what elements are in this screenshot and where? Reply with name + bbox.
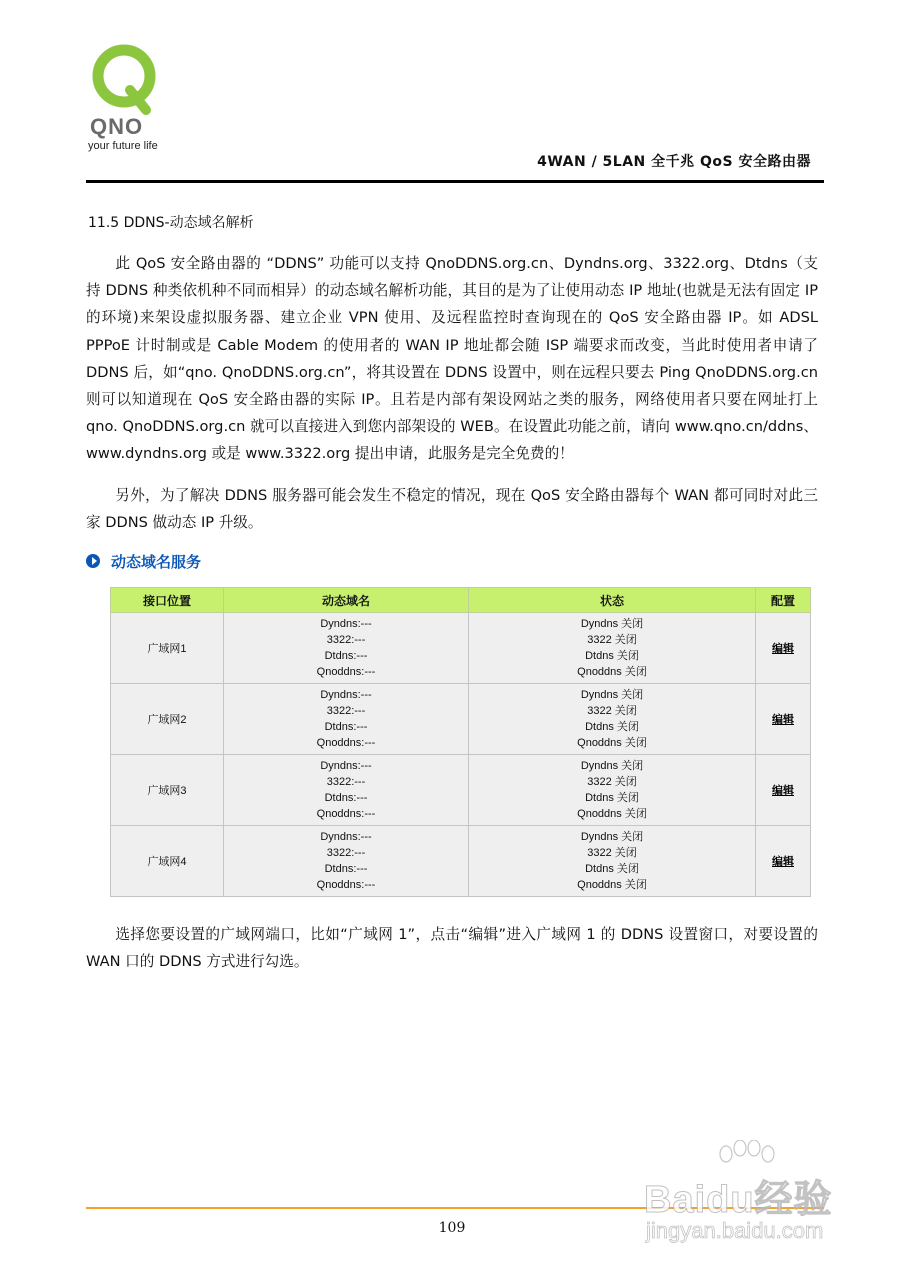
domain-dtdns: Dtdns:--- — [324, 863, 368, 875]
domain-3322: 3322:--- — [326, 705, 366, 717]
status-dtdns: Dtdns 关闭 — [585, 863, 639, 875]
document-header-title: 4WAN / 5LAN 全千兆 QoS 安全路由器 — [537, 154, 811, 170]
status-qnoddns: Qnoddns 关闭 — [577, 879, 647, 891]
intro-paragraph-text: 此 QoS 安全路由器的 “DDNS” 功能可以支持 QnoDDNS.org.cn、Dyndns.org、3322.org、Dtdns（支持 DDNS 种类依机种不同而相异）的动态域名解析功能，其目的是为了让使用动态 IP 地址(也就是无法有固定 IP 的环境)来架设虚拟服务器、建立企业 VPN 使用、及远程监控时查询现在的 QoS 安全路由器 IP。如 ADSL PPPoE 计时制或是 Cable Modem 的使用者的 WAN IP 地址都会随 ISP 端要求而改变，当此时使用者申请了 DDNS 后，如“qno. QnoDDNS.org.cn”，将其设置在 DDNS 设置中，则在远程只要去 Ping QnoDDNS.org.cn 则可以知道现在 QoS 安全路由器的实际 IP。且若是内部有架设网站之类的服务，网络使用者只要在网址打上 qno. QnoDDNS.org.cn 就可以直接进入到您内部架设的 WEB。在设置此功能之前，请向 www.qno.cn/ddns、www.dyndns.org 或是 www.3322.org 提出申请，此服务是完全免费的！ — [86, 255, 818, 463]
table-row — [111, 613, 811, 684]
interface-cell: 广域网2 — [111, 684, 224, 755]
status-dyndns: Dyndns 关闭 — [580, 618, 644, 630]
ddns-service-heading — [86, 551, 201, 571]
domain-dtdns: Dtdns:--- — [324, 650, 368, 662]
domain-qnoddns: Qnoddns:--- — [316, 879, 376, 891]
stability-paragraph — [86, 482, 818, 536]
status-dtdns: Dtdns 关闭 — [585, 650, 639, 662]
interface-cell: 广域网4 — [111, 826, 224, 897]
status-dtdns: Dtdns 关闭 — [585, 792, 639, 804]
column-header-interface: 接口位置 — [111, 588, 224, 613]
config-cell — [756, 826, 811, 897]
status-3322: 3322 关闭 — [587, 847, 637, 859]
intro-paragraph — [86, 250, 818, 468]
domain-3322: 3322:--- — [326, 634, 366, 646]
domain-3322: 3322:--- — [326, 776, 366, 788]
domain-qnoddns: Qnoddns:--- — [316, 737, 376, 749]
status-dtdns: Dtdns 关闭 — [585, 721, 639, 733]
interface-cell: 广域网1 — [111, 613, 224, 684]
status-qnoddns: Qnoddns 关闭 — [577, 808, 647, 820]
status-cell — [469, 613, 756, 684]
watermark-brand: Baidu经验 — [644, 1179, 833, 1221]
status-cell — [469, 755, 756, 826]
config-cell — [756, 684, 811, 755]
domain-dtdns: Dtdns:--- — [324, 792, 368, 804]
domain-dyndns: Dyndns:--- — [320, 760, 372, 772]
column-header-domain: 动态域名 — [224, 588, 469, 613]
status-dyndns: Dyndns 关闭 — [580, 831, 644, 843]
status-qnoddns: Qnoddns 关闭 — [577, 737, 647, 749]
status-3322: 3322 关闭 — [587, 634, 637, 646]
domain-dyndns: Dyndns:--- — [320, 831, 372, 843]
domain-dtdns: Dtdns:--- — [324, 721, 368, 733]
status-dyndns: Dyndns 关闭 — [580, 760, 644, 772]
instruction-paragraph — [86, 921, 818, 975]
status-dyndns: Dyndns 关闭 — [580, 689, 644, 701]
table-row — [111, 684, 811, 755]
domain-qnoddns: Qnoddns:--- — [316, 808, 376, 820]
edit-link[interactable]: 编辑 — [772, 714, 794, 726]
table-row — [111, 826, 811, 897]
table-row — [111, 755, 811, 826]
page-number: 109 — [438, 1220, 466, 1236]
config-cell — [756, 755, 811, 826]
status-qnoddns: Qnoddns 关闭 — [577, 666, 647, 678]
column-header-status: 状态 — [469, 588, 756, 613]
domains-cell — [224, 755, 469, 826]
ddns-service-heading-text: 动态域名服务 — [111, 552, 202, 571]
config-cell — [756, 613, 811, 684]
ddns-service-table — [110, 587, 811, 897]
status-cell — [469, 826, 756, 897]
edit-link[interactable]: 编辑 — [772, 856, 794, 868]
play-circle-icon — [86, 554, 100, 568]
edit-link[interactable]: 编辑 — [772, 785, 794, 797]
table-header-row — [111, 588, 811, 613]
section-title: 11.5 DDNS-动态域名解析 — [88, 215, 254, 231]
baidu-watermark — [640, 1140, 860, 1270]
domain-3322: 3322:--- — [326, 847, 366, 859]
domain-dyndns: Dyndns:--- — [320, 618, 372, 630]
status-3322: 3322 关闭 — [587, 705, 637, 717]
status-3322: 3322 关闭 — [587, 776, 637, 788]
column-header-config: 配置 — [756, 588, 811, 613]
watermark-url: jingyan.baidu.com — [646, 1218, 824, 1243]
header-divider — [86, 180, 824, 183]
qno-q-emblem-icon — [86, 40, 166, 118]
edit-link[interactable]: 编辑 — [772, 643, 794, 655]
domains-cell — [224, 826, 469, 897]
status-cell — [469, 684, 756, 755]
instruction-paragraph-text: 选择您要设置的广域网端口，比如“广域网 1”，点击“编辑”进入广域网 1 的 DDNS 设置窗口，对要设置的 WAN 口的 DDNS 方式进行勾选。 — [86, 926, 818, 971]
domains-cell — [224, 613, 469, 684]
interface-cell: 广域网3 — [111, 755, 224, 826]
stability-paragraph-text: 另外，为了解决 DDNS 服务器可能会发生不稳定的情况，现在 QoS 安全路由器每个 WAN 都可同时对此三家 DDNS 做动态 IP 升级。 — [86, 487, 818, 532]
domain-qnoddns: Qnoddns:--- — [316, 666, 376, 678]
brand-name: QNO — [90, 114, 144, 139]
brand-slogan: your future life — [88, 140, 158, 152]
domains-cell — [224, 684, 469, 755]
domain-dyndns: Dyndns:--- — [320, 689, 372, 701]
qno-logo — [86, 40, 186, 152]
